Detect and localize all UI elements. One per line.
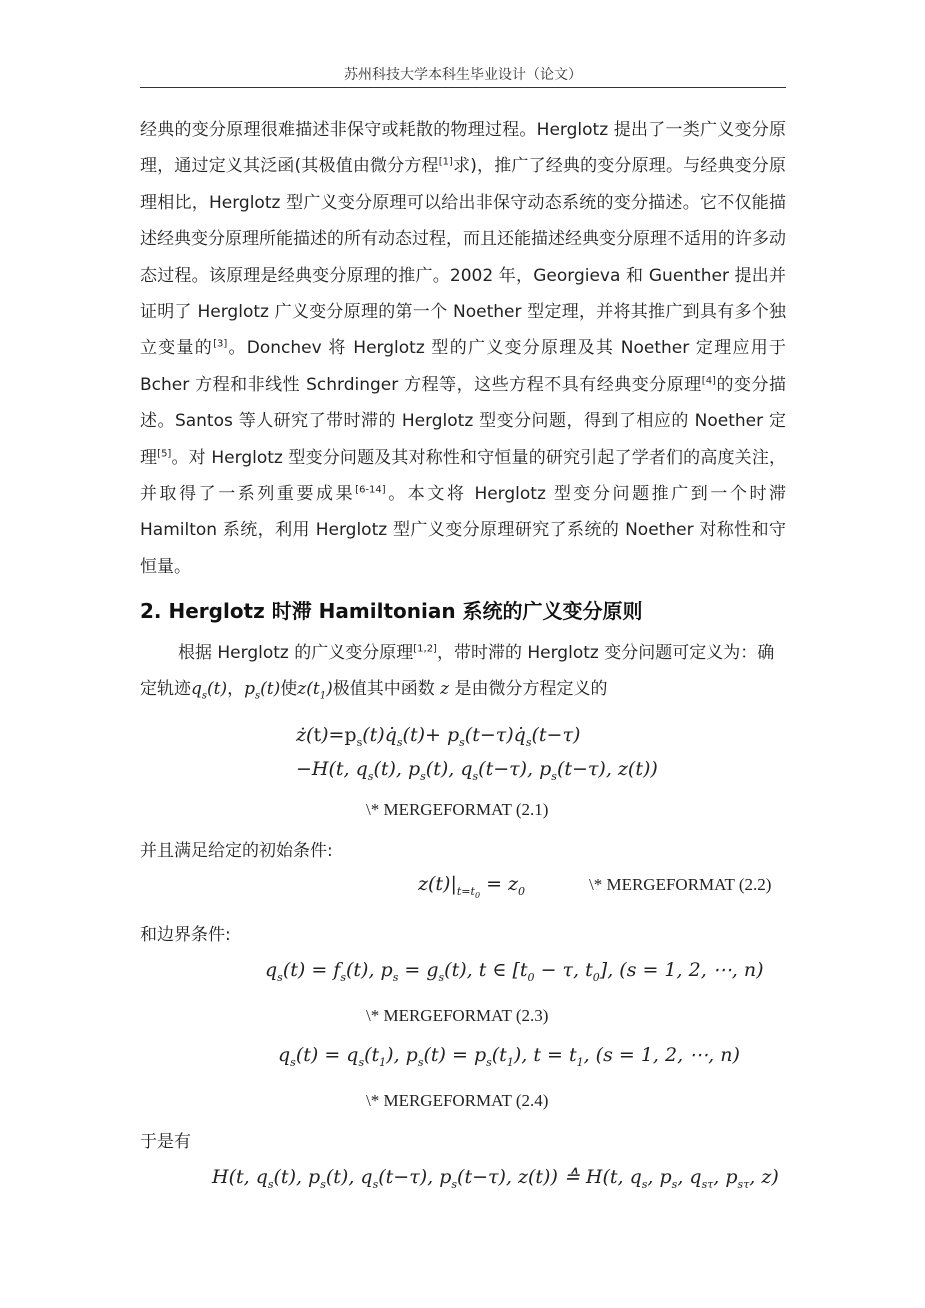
intro-text-6: 。本文将 Herglotz 型变分问题推广到一个时滞 Hamilton 系统，利用 Herglotz 型广义变分原理研究了系统的 Noether 对称性和守恒量。 bbox=[140, 484, 787, 577]
citation-3: [3] bbox=[213, 338, 228, 350]
intro-text-5: 。对 Herglotz 型变分问题及其对称性和守恒量的研究引起了学者们的高度关注，并取得了一系列重要成果 bbox=[140, 447, 787, 505]
section-heading: 2. Herglotz 时滞 Hamiltonian 系统的广义变分原则 bbox=[140, 599, 643, 623]
citation-1-2: [1,2] bbox=[413, 643, 437, 655]
equation-tag-2-3: \* MERGEFORMAT (2.3) bbox=[366, 1006, 549, 1025]
def-text-d: 使 bbox=[280, 679, 298, 700]
then-label: 于是有 bbox=[140, 1132, 191, 1152]
equation-2-3: $q_s(t) = f_s(t)$, $p_s = g_s(t)$, t ∈ [$t_0 - \tau$, $t_0$], (s = 1, 2, ⋯, n) bbox=[265, 959, 764, 984]
intro-text-3: 。Donchev 将 Herglotz 型的广义变分原理及其 Noether 定理应用于 Bcher 方程和非线性 Schrdinger 方程等，这些方程不具有经典变分原理 bbox=[140, 338, 786, 395]
citation-6-14: [6-14] bbox=[355, 484, 386, 496]
initial-condition-label: 并且满足给定的初始条件: bbox=[140, 841, 333, 861]
math-z: z bbox=[440, 679, 450, 700]
def-text-c: ， bbox=[227, 679, 245, 700]
intro-text-2: 求)，推广了经典的变分原理。与经典变分原理相比，Herglotz 型广义变分原理可以给出非保守动态系统的变分描述。它不仅能描述经典变分原理所能描述的所有动态过程，而且还能描述经典变分原理不适用的许多动态过程。该原理是经典变分原理的推广。2002 年，Georgieva 和 Guenther 提出并证明了 Herglotz 广义变分原理的第一个 Noether 型定理，并将其推广到具有多个独立变量的 bbox=[140, 156, 786, 359]
citation-4: [4] bbox=[701, 375, 716, 387]
math-ps: $p_s(t)$ bbox=[244, 679, 281, 702]
equation-tag-2-1: \* MERGEFORMAT (2.1) bbox=[366, 800, 549, 819]
math-qs: $q_s(t)$ bbox=[191, 679, 228, 702]
def-text-a: 根据 Herglotz 的广义变分原理 bbox=[178, 643, 414, 663]
boundary-condition-label: 和边界条件: bbox=[140, 925, 231, 945]
intro-text-4: 的变分描述。Santos 等人研究了带时滞的 Herglotz 型变分问题，得到了相应的 Noether 定理 bbox=[140, 374, 787, 468]
def-text-b: ，带时滞的 Herglotz 变分问题可定义为：确定轨迹 bbox=[140, 643, 775, 700]
def-text-e: 极值其中函数 bbox=[332, 679, 435, 700]
equation-2-2: $z(t)|_{t=t_0} = z_0$ bbox=[418, 873, 526, 900]
running-header: 苏州科技大学本科生毕业设计（论文） bbox=[344, 67, 582, 83]
equation-2-4: $q_s(t) = q_s(t_1)$, $p_s(t) = p_s(t_1)$, $t = t_1$, (s = 1, 2, ⋯, n) bbox=[278, 1044, 740, 1069]
def-text-f: 是由微分方程定义的 bbox=[454, 679, 608, 700]
equation-2-1-line-2: −H(t, $q_s(t)$, $p_s(t)$, $q_s(t-\tau)$, $p_s(t-\tau)$, z(t)) bbox=[296, 758, 658, 783]
equation-hamiltonian-abbrev: H(t, $q_s(t)$, $p_s(t)$, $q_s(t-\tau)$, $p_s(t-\tau)$, z(t)) ≙ H(t, $q_s$, $p_s$, $q_{s\tau}$, $p_{s\tau}$, z) bbox=[212, 1166, 779, 1191]
citation-1: [1] bbox=[438, 156, 453, 168]
definition-paragraph bbox=[140, 635, 786, 715]
citation-5: [5] bbox=[157, 448, 172, 459]
math-zt1: $z(t_1)$ bbox=[297, 679, 333, 702]
equation-2-1-line-1: $ż(t)=p_s(t)q̇_s(t)+$ $p_s(t-\tau)q̇_s(t-\tau)$ bbox=[296, 724, 581, 749]
equation-tag-2-4: \* MERGEFORMAT (2.4) bbox=[366, 1091, 549, 1110]
header-rule bbox=[140, 87, 786, 88]
intro-text-1: 经典的变分原理很难描述非保守或耗散的物理过程。Herglotz 提出了一类广义变分原理，通过定义其泛函(其极值由微分方程 bbox=[140, 120, 786, 177]
equation-tag-2-2: \* MERGEFORMAT (2.2) bbox=[589, 875, 772, 894]
intro-paragraph bbox=[140, 112, 786, 585]
